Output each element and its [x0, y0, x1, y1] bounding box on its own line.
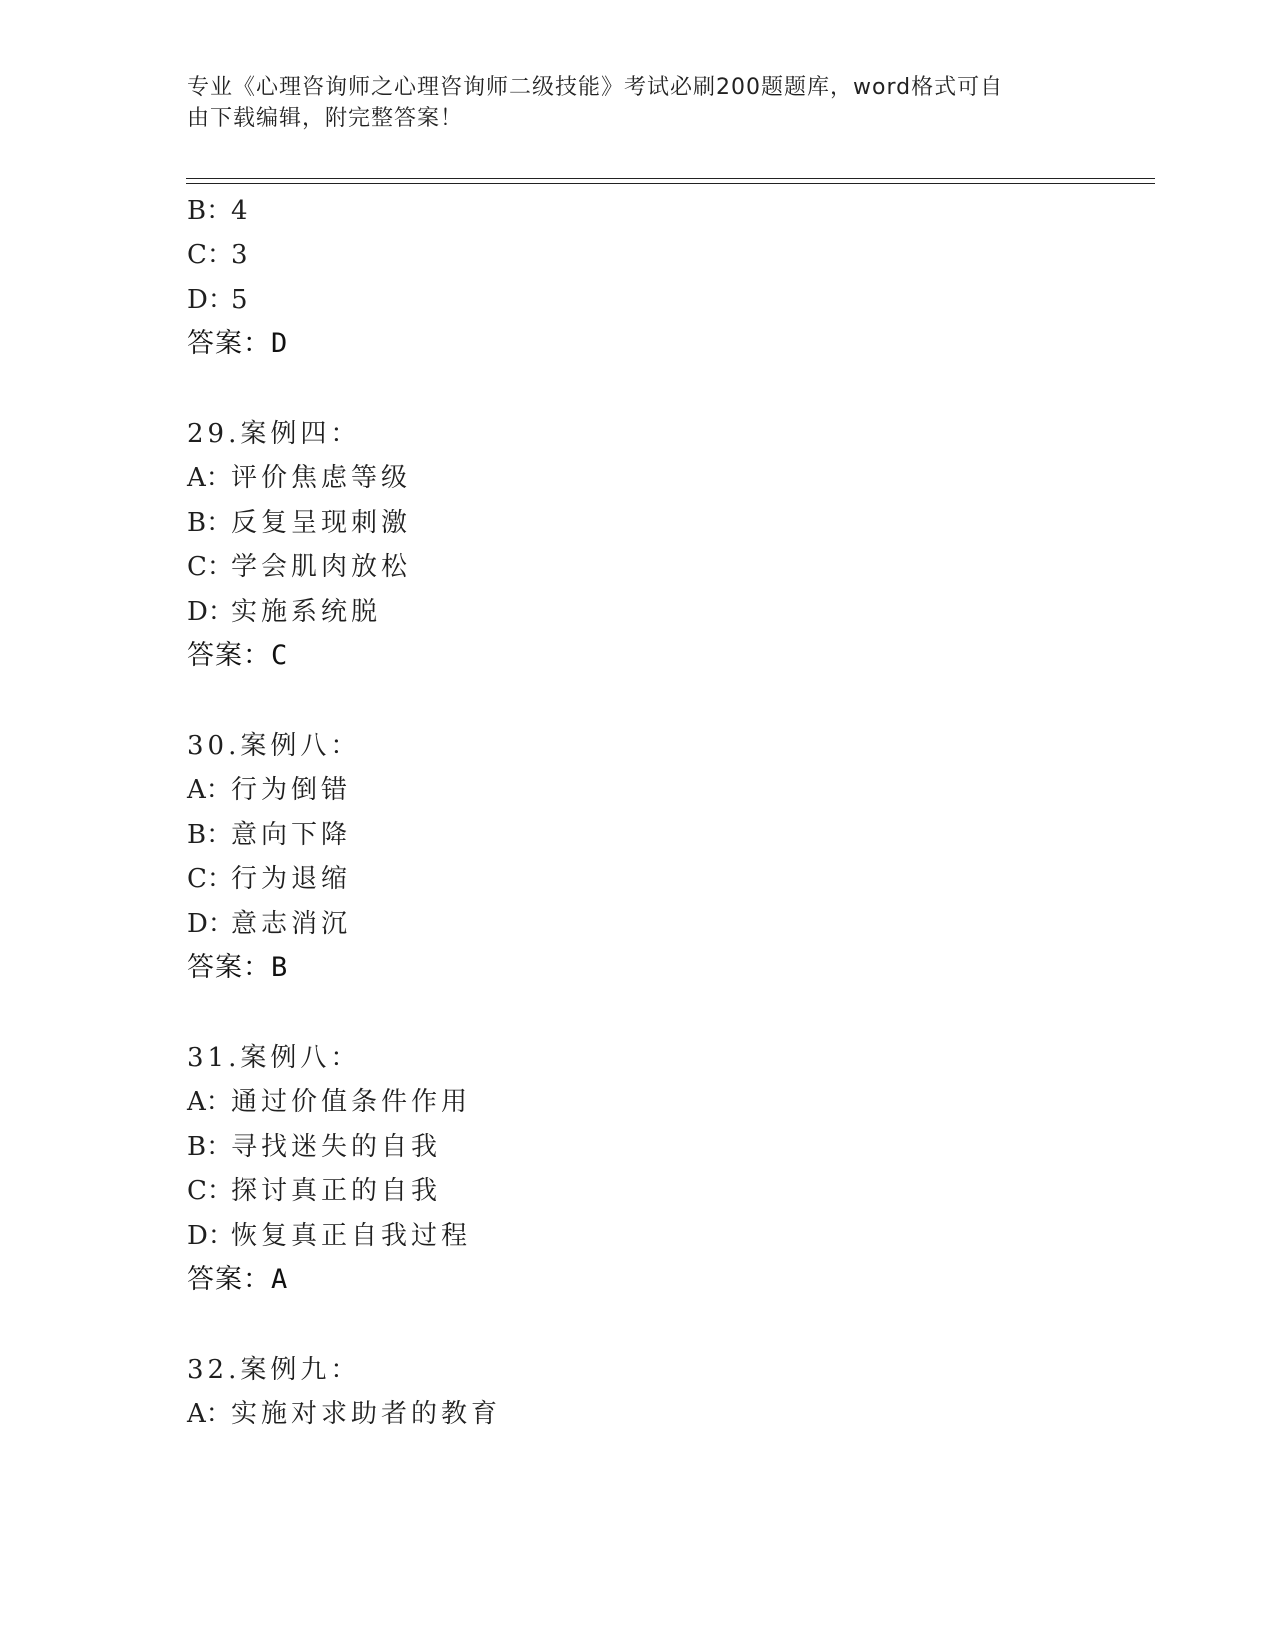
option-label: D： [187, 597, 234, 627]
answer-line [187, 952, 288, 984]
question-title: 31.案例八： [187, 1043, 361, 1073]
question-title: 29.案例四： [187, 419, 361, 449]
answer-line [187, 328, 288, 360]
document-header [187, 72, 1067, 134]
option-text: 实施对求助者的教育 [231, 1399, 502, 1429]
option-text: 恢复真正自我过程 [231, 1221, 472, 1251]
option-text: 意向下降 [231, 820, 352, 850]
option-text: 寻找迷失的自我 [231, 1132, 442, 1162]
option-text: 实施系统脱 [231, 597, 382, 627]
option-c [187, 551, 411, 583]
answer-label: 答案： [187, 952, 271, 983]
option-text: 5 [231, 285, 252, 315]
answer-value: C [271, 640, 289, 671]
answer-value: A [271, 1264, 289, 1295]
option-label: A： [187, 775, 232, 805]
answer-label: 答案： [187, 1264, 271, 1295]
option-label: C： [187, 1176, 233, 1206]
option-label: B： [187, 820, 233, 850]
header-divider-bottom [186, 183, 1155, 184]
option-label: D： [187, 1221, 234, 1251]
option-c [187, 863, 351, 895]
answer-value: D [271, 328, 289, 359]
question-title: 30.案例八： [187, 731, 361, 761]
option-a [187, 462, 411, 494]
option-label: A： [187, 463, 232, 493]
option-a [187, 1398, 501, 1430]
answer-line [187, 640, 288, 672]
option-label: D： [187, 909, 234, 939]
option-c [187, 1175, 441, 1207]
option-d [187, 596, 381, 628]
option-label: A： [187, 1399, 232, 1429]
answer-line [187, 1264, 288, 1296]
option-a [187, 1086, 471, 1118]
option-text: 意志消沉 [231, 909, 352, 939]
option-text: 行为退缩 [231, 864, 352, 894]
option-label: B： [187, 508, 233, 538]
option-label: C： [187, 864, 233, 894]
option-text: 行为倒错 [231, 775, 352, 805]
option-label: B： [187, 1132, 233, 1162]
option-text: 4 [231, 196, 252, 226]
option-text: 探讨真正的自我 [231, 1176, 442, 1206]
answer-label: 答案： [187, 640, 271, 671]
option-b [187, 819, 351, 851]
option-label: C： [187, 552, 233, 582]
option-label: A： [187, 1087, 232, 1117]
header-divider-top [186, 178, 1155, 179]
option-label: B： [187, 196, 233, 226]
question-title: 32.案例九： [187, 1355, 361, 1385]
option-c [187, 239, 252, 271]
option-b [187, 195, 252, 227]
answer-value: B [271, 952, 289, 983]
option-label: D： [187, 285, 234, 315]
option-d [187, 1220, 471, 1252]
header-line-2: 由下载编辑，附完整答案！ [187, 106, 464, 131]
option-text: 评价焦虑等级 [231, 463, 412, 493]
option-d [187, 908, 351, 940]
answer-label: 答案： [187, 328, 271, 359]
option-text: 3 [231, 240, 252, 270]
option-text: 反复呈现刺激 [231, 508, 412, 538]
option-d [187, 284, 252, 316]
header-line-1: 专业《心理咨询师之心理咨询师二级技能》考试必刷200题题库，word格式可自 [187, 75, 1004, 100]
option-label: C： [187, 240, 233, 270]
option-a [187, 774, 351, 806]
option-b [187, 507, 411, 539]
option-text: 学会肌肉放松 [231, 552, 412, 582]
option-b [187, 1131, 441, 1163]
option-text: 通过价值条件作用 [231, 1087, 472, 1117]
